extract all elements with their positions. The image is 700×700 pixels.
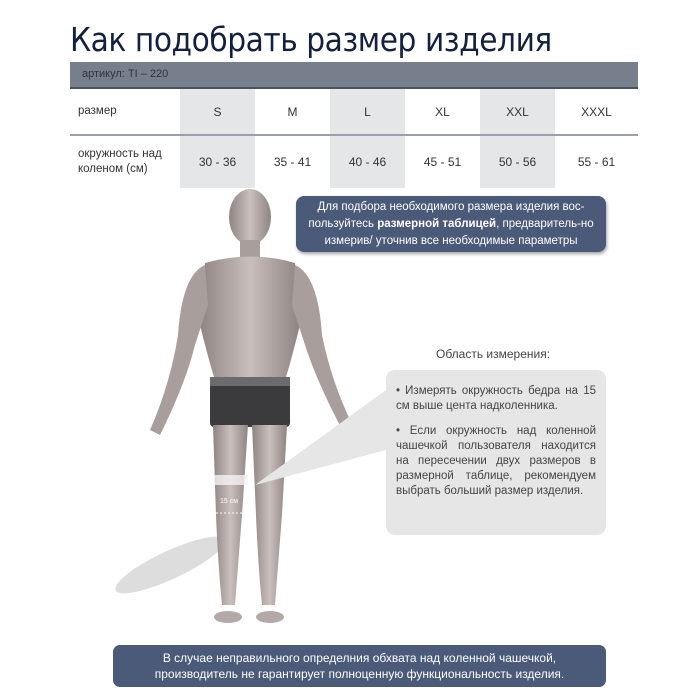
size-table [70, 89, 638, 188]
circumference-row-label: окружность над коленом (см) [78, 148, 162, 175]
sizing-hint-bubble [296, 196, 606, 252]
circumference-row [70, 136, 638, 188]
instruction-1: • Измерять окружность бедра на 15 см выше цента надколенника. [396, 385, 596, 412]
hint-text: , предваритель-но измерив/ уточнив все необходимые параметры [324, 218, 594, 247]
callout-pointer [255, 370, 390, 495]
article-bar [70, 62, 638, 89]
size-cell: XXL [480, 89, 555, 134]
size-cell: XXXL [581, 104, 612, 119]
circumference-cell: 50 - 56 [480, 136, 555, 188]
size-row-label: размер [78, 105, 117, 117]
page-title: Как подобрать размер изделия [70, 20, 552, 59]
circumference-cell: 40 - 46 [330, 136, 405, 188]
circumference-cell: 35 - 41 [273, 155, 312, 169]
size-cell: S [180, 89, 255, 134]
hint-bold-text: размерной таблицей [377, 218, 497, 230]
measurement-instructions [386, 370, 606, 535]
size-cell: L [330, 89, 405, 134]
article-number: артикул: TI – 220 [82, 68, 169, 80]
warning-line-2: производитель не гарантирует полноценную функциональность изделия. [154, 667, 565, 681]
measurement-area-title: Область измерения: [436, 347, 551, 361]
size-cell: M [287, 104, 298, 119]
figure-label: 15 см [220, 498, 239, 505]
size-row [70, 89, 638, 136]
instruction-2: • Если окружность над коленной чашечкой пользователя находится на пересечении двух размеров в размерной таблице, рекомендуем выбрать больший размер изделия. [396, 425, 596, 497]
circumference-cell: 30 - 36 [180, 136, 255, 188]
circumference-cell: 45 - 51 [423, 155, 462, 169]
warning-bubble [113, 645, 606, 687]
circumference-cell: 55 - 61 [577, 155, 616, 169]
size-cell: XL [435, 104, 450, 119]
warning-line-1: В случае неправильного определния обхвата над коленной чашечкой, [162, 651, 557, 665]
hint-text: Для подбора необходимого размера изделия вос-пользуйтесь [308, 201, 585, 230]
